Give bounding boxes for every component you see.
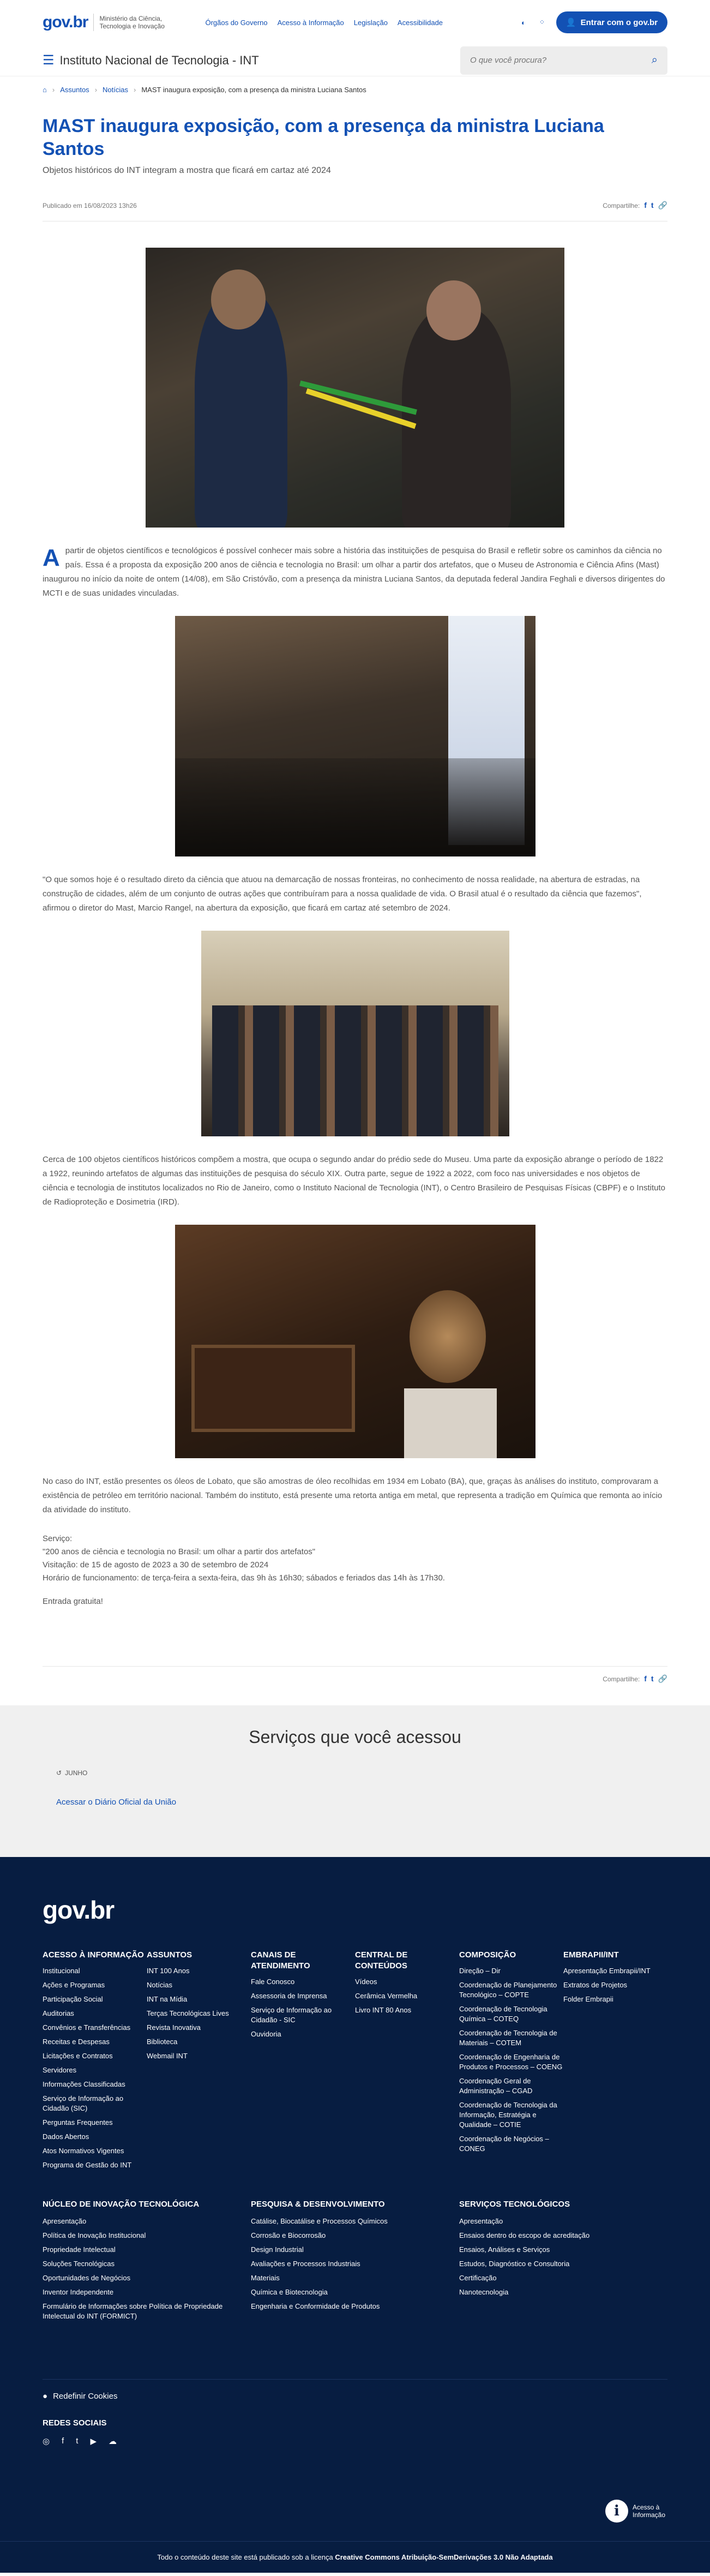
- footer-column: [563, 1950, 667, 2174]
- link-legislacao[interactable]: Legislação: [353, 18, 388, 27]
- footer-column-title: ASSUNTOS: [147, 1950, 192, 1960]
- photo-minister-ribbon: [146, 248, 564, 528]
- footer-link[interactable]: Revista Inovativa: [147, 2023, 201, 2032]
- footer-link[interactable]: Vídeos: [355, 1978, 377, 1986]
- service-line: Visitação: de 15 de agosto de 2023 a 30 de setembro de 2024: [43, 1560, 269, 1569]
- footer-link[interactable]: Webmail INT: [147, 2052, 188, 2060]
- footer-link[interactable]: Assessoria de Imprensa: [251, 1992, 327, 2000]
- pedestal: [404, 1388, 497, 1458]
- footer-link[interactable]: Apresentação: [459, 2217, 503, 2225]
- photo-figure: [402, 308, 511, 528]
- footer-link[interactable]: Programa de Gestão do INT: [43, 2161, 132, 2169]
- footer-link[interactable]: Estudos, Diagnóstico e Consultoria: [459, 2260, 570, 2268]
- chevron-right-icon: ›: [52, 85, 55, 94]
- apps-icon[interactable]: ⁘: [539, 18, 545, 26]
- service-line: Serviço:: [43, 1534, 73, 1543]
- paragraph-1-text: partir de objetos científicos e tecnológicos é possível conhecer mais sobre a história das instituições de pesquisa do Brasil e refletir sobre os caminhos da ciência no país. Essa é a proposta da exposição 200 anos de ciência e tecnologia no Brasil: um olhar a partir dos artefatos, que o Museu de Astronomia e Ciência Afins (Mast) inaugurou no início da noite de ontem (14/08), em São Cristóvão, com a presença da ministra Luciana Santos, da deputada federal Jandira Feghali e diversos dirigentes do MCTI e de suas unidades vinculadas.: [43, 546, 665, 598]
- footer-link[interactable]: Coordenação de Tecnologia de Materiais – COTEM: [459, 2029, 557, 2047]
- site-bar: [0, 45, 710, 76]
- footer-link[interactable]: Participação Social: [43, 1995, 103, 2003]
- footer-link[interactable]: Ações e Programas: [43, 1981, 105, 1989]
- share-label: Compartilhe:: [603, 201, 640, 209]
- footer-link[interactable]: Coordenação de Planejamento Tecnológico – COPTE: [459, 1981, 557, 1999]
- footer-logo[interactable]: gov.br: [43, 1896, 115, 1924]
- footer-link[interactable]: Receitas e Despesas: [43, 2038, 110, 2046]
- footer-column-title: COMPOSIÇÃO: [459, 1950, 516, 1960]
- footer-link[interactable]: Atos Normativos Vigentes: [43, 2147, 124, 2155]
- breadcrumb: [0, 76, 710, 103]
- footer-link[interactable]: Catálise, Biocatálise e Processos Químicos: [251, 2217, 388, 2225]
- facebook-icon[interactable]: f: [644, 1674, 647, 1683]
- service-date: [56, 1769, 654, 1777]
- footer-link[interactable]: Coordenação de Tecnologia Química – COTEQ: [459, 2005, 547, 2023]
- footer-link[interactable]: Cerâmica Vermelha: [355, 1992, 418, 2000]
- twitter-icon[interactable]: t: [651, 1674, 654, 1683]
- footer-link[interactable]: Materiais: [251, 2274, 280, 2282]
- retort-artifact: [410, 1290, 486, 1383]
- footer-link[interactable]: Terças Tecnológicas Lives: [147, 2009, 229, 2017]
- footer-column-title: CANAIS DE ATENDIMENTO: [251, 1950, 310, 1970]
- footer-link[interactable]: Institucional: [43, 1967, 80, 1975]
- footer-link[interactable]: Corrosão e Biocorrosão: [251, 2231, 326, 2239]
- logo-divider: [93, 14, 94, 31]
- article: [0, 115, 710, 1684]
- footer-link[interactable]: Licitações e Contratos: [43, 2052, 113, 2060]
- service-line: Horário de funcionamento: de terça-feira a sexta-feira, das 9h às 16h30; sábados e feriados das 14h às 17h30.: [43, 1573, 445, 1583]
- footer-link[interactable]: Perguntas Frequentes: [43, 2118, 113, 2126]
- link-acessibilidade[interactable]: Acessibilidade: [397, 18, 443, 27]
- services-title: Serviços que você acessou: [249, 1727, 461, 1747]
- chevron-right-icon: ›: [134, 85, 136, 94]
- breadcrumb-assuntos[interactable]: Assuntos: [60, 85, 89, 94]
- service-info: [43, 1532, 667, 1585]
- footer-link[interactable]: Fale Conosco: [251, 1978, 295, 1986]
- search-icon[interactable]: ⌕: [651, 54, 658, 66]
- photo-artifacts: [175, 1225, 535, 1458]
- social-title: REDES SOCIAIS: [43, 2418, 107, 2428]
- footer-link[interactable]: Oportunidades de Negócios: [43, 2274, 131, 2282]
- facebook-icon[interactable]: f: [644, 201, 647, 209]
- footer-link[interactable]: Dados Abertos: [43, 2132, 89, 2141]
- footer-link[interactable]: Direção – Dir: [459, 1967, 501, 1975]
- footer-link[interactable]: Certificação: [459, 2274, 497, 2282]
- lai-label: Acesso à Informação: [633, 2503, 666, 2519]
- footer-column-title: SERVIÇOS TECNOLÓGICOS: [459, 2200, 570, 2209]
- search-input[interactable]: [470, 56, 652, 65]
- paragraph-4: [43, 1475, 667, 1517]
- photo-group: [201, 931, 509, 1136]
- page-title: MAST inaugura exposição, com a presença da ministra Luciana Santos: [43, 116, 604, 159]
- paragraph-3: [43, 1153, 667, 1209]
- history-icon: ↺: [56, 1769, 62, 1777]
- footer: [0, 1857, 710, 2573]
- footer-link[interactable]: Extratos de Projetos: [563, 1981, 628, 1989]
- footer-link[interactable]: Soluções Tecnológicas: [43, 2260, 115, 2268]
- footer-link[interactable]: Auditorias: [43, 2009, 74, 2017]
- facebook-icon[interactable]: f: [62, 2436, 64, 2446]
- footer-column: [43, 1950, 147, 2174]
- footer-column: [355, 1950, 459, 2174]
- paragraph-1: [43, 544, 667, 601]
- footer-link[interactable]: Coordenação de Tecnologia da Informação, Estratégia e Qualidade – COTIE: [459, 2101, 557, 2129]
- chevron-right-icon: ›: [94, 85, 98, 94]
- service-date-text: JUNHO: [65, 1769, 88, 1777]
- share-bottom: [603, 1674, 667, 1684]
- footer-column-title: PESQUISA & DESENVOLVIMENTO: [251, 2200, 385, 2209]
- footer-link[interactable]: Engenharia e Conformidade de Produtos: [251, 2302, 380, 2310]
- paragraph-3-text: Cerca de 100 objetos científicos históricos compõem a mostra, que ocupa o segundo andar do prédio sede do Museu. Uma parte da exposição abrange o período de 1822 a 1922, reunindo artefatos de algumas das instituições de pesquisa do século XIX. Outra parte, segue de 1922 a 2022, com foco nas universidades e nos objetos de ciência e tecnologia de institutos localizados no Rio de Janeiro, como o Instituto Nacional de Tecnologia (INT), o Centro Brasileiro de Pesquisas Físicas (CBPF) e o Instituto de Radioproteção e Dosimetria (IRD).: [43, 1155, 665, 1207]
- soundcloud-icon[interactable]: ☁: [108, 2437, 117, 2446]
- govbr-logo[interactable]: gov.br: [43, 13, 88, 31]
- footer-columns-2: [43, 2200, 667, 2326]
- license-link[interactable]: Creative Commons Atribuição-SemDerivações 3.0 Não Adaptada: [335, 2553, 553, 2561]
- social-icons: [43, 2436, 667, 2446]
- link-orgaos[interactable]: Órgãos do Governo: [205, 18, 268, 27]
- twitter-icon[interactable]: t: [651, 201, 654, 209]
- site-title[interactable]: Instituto Nacional de Tecnologia - INT: [59, 53, 259, 67]
- footer-column: [251, 1950, 355, 2174]
- cookies-label: Redefinir Cookies: [53, 2392, 118, 2401]
- footer-link[interactable]: INT 100 Anos: [147, 1967, 190, 1975]
- footer-column-title: CENTRAL DE CONTEÚDOS: [355, 1950, 408, 1970]
- footer-column-title: NÚCLEO DE INOVAÇÃO TECNOLÓGICA: [43, 2200, 200, 2209]
- footer-columns: [43, 1950, 667, 2174]
- share-bar: [603, 201, 667, 210]
- footer-column: [251, 2200, 459, 2326]
- footer-link[interactable]: Ensaios dentro do escopo de acreditação: [459, 2231, 590, 2239]
- footer-link[interactable]: Biblioteca: [147, 2038, 178, 2046]
- footer-link[interactable]: Folder Embrapii: [563, 1995, 613, 2003]
- share-bar-bottom: [43, 1666, 667, 1684]
- cookies-link[interactable]: [43, 2379, 667, 2401]
- footer-link[interactable]: Propriedade Intelectual: [43, 2245, 116, 2254]
- publication-bar: [43, 201, 667, 221]
- breadcrumb-noticias[interactable]: Notícias: [103, 85, 128, 94]
- footer-link[interactable]: Política de Inovação Institucional: [43, 2231, 146, 2239]
- menu-icon[interactable]: ☰: [43, 53, 55, 68]
- user-icon: 👤: [565, 18, 576, 27]
- footer-column: [43, 2200, 251, 2326]
- breadcrumb-current: MAST inaugura exposição, com a presença da ministra Luciana Santos: [141, 85, 366, 94]
- ministry-name: Ministério da Ciência, Tecnologia e Inovação: [99, 15, 165, 30]
- license-text: Todo o conteúdo deste site está publicado sob a licença: [157, 2553, 335, 2561]
- photo-figure: [426, 280, 481, 340]
- link-icon[interactable]: 🔗: [658, 1674, 667, 1683]
- footer-link[interactable]: Livro INT 80 Anos: [355, 2006, 412, 2014]
- page-subtitle: Objetos históricos do INT integram a mostra que ficará em cartaz até 2024: [43, 166, 331, 175]
- login-label: Entrar com o gov.br: [580, 17, 658, 27]
- footer-link[interactable]: Serviço de Informação ao Cidadão (SIC): [43, 2094, 124, 2112]
- footer-link[interactable]: INT na Mídia: [147, 1995, 188, 2003]
- link-acesso-informacao[interactable]: Acesso à Informação: [277, 18, 344, 27]
- footer-link[interactable]: Formulário de Informações sobre Política de Propriedade Intelectual do INT (FORMICT): [43, 2302, 223, 2320]
- footer-column: [147, 1950, 251, 2174]
- home-icon[interactable]: ⌂: [43, 85, 47, 94]
- crowd-shadow: [175, 758, 535, 856]
- paragraph-2: [43, 873, 667, 915]
- footer-link[interactable]: Serviço de Informação ao Cidadão - SIC: [251, 2006, 332, 2024]
- info-icon: i: [605, 2500, 628, 2523]
- footer-link[interactable]: Coordenação de Negócios – CONEG: [459, 2135, 549, 2153]
- footer-link[interactable]: Servidores: [43, 2066, 77, 2074]
- services-accessed: [0, 1705, 710, 1857]
- link-icon[interactable]: 🔗: [658, 201, 667, 209]
- footer-column-title: ACESSO À INFORMAÇÃO: [43, 1950, 144, 1960]
- footer-link[interactable]: Coordenação de Engenharia de Produtos e Processos – COENG: [459, 2053, 563, 2071]
- footer-column: [459, 1950, 563, 2174]
- oil-samples-case: [191, 1345, 355, 1432]
- youtube-icon[interactable]: ▶: [90, 2437, 97, 2446]
- footer-link[interactable]: Ensaios, Análises e Serviços: [459, 2245, 550, 2254]
- instagram-icon[interactable]: ◎: [43, 2437, 50, 2446]
- footer-link[interactable]: Apresentação: [43, 2217, 87, 2225]
- lai-logo[interactable]: [605, 2500, 667, 2523]
- footer-link[interactable]: Inventor Independente: [43, 2288, 114, 2296]
- photo-exhibition-crowd: [175, 616, 535, 856]
- cookie-icon: ●: [43, 2392, 48, 2401]
- footer-link[interactable]: Notícias: [147, 1981, 172, 1989]
- twitter-icon[interactable]: t: [76, 2436, 79, 2446]
- published-date: Publicado em 16/08/2023 13h26: [43, 201, 137, 209]
- footer-link[interactable]: Informações Classificadas: [43, 2080, 125, 2088]
- footer-link[interactable]: Nanotecnologia: [459, 2288, 509, 2296]
- footer-column-title: EMBRAPII/INT: [563, 1950, 619, 1960]
- footer-link[interactable]: Ouvidoria: [251, 2030, 281, 2038]
- top-header: [0, 0, 710, 45]
- service-line: "200 anos de ciência e tecnologia no Brasil: um olhar a partir dos artefatos": [43, 1547, 316, 1556]
- footer-link[interactable]: Coordenação Geral de Administração – CGAD: [459, 2077, 533, 2095]
- contrast-icon[interactable]: ◐: [521, 18, 526, 27]
- drop-cap: A: [43, 544, 60, 571]
- footer-link[interactable]: Química e Biotecnologia: [251, 2288, 328, 2296]
- paragraph-4-text: No caso do INT, estão presentes os óleos de Lobato, que são amostras de óleo recolhidas em 1934 em Lobato (BA), que, graças às análises do instituto, comprovaram a existência de petróleo em território nacional. Também do instituto, está presente uma retorta antiga em metal, que representa a tradição em Química que remonta ao início da atividade do instituto.: [43, 1477, 663, 1514]
- photo-figure: [211, 269, 266, 330]
- group-people: [212, 1005, 498, 1136]
- footer-column: [459, 2200, 667, 2326]
- footer-link[interactable]: Avaliações e Processos Industriais: [251, 2260, 360, 2268]
- login-button[interactable]: [556, 11, 667, 33]
- paragraph-2-text: "O que somos hoje é o resultado direto da ciência que atuou na demarcação de nossas fronteiras, no conhecimento de nossa realidade, na abertura de estradas, na construção de cidades, além de um conjunto de outras ações que contribuíram para a nossa qualidade de vida. O Brasil atual é o resultado da ciência que fazemos", afirmou o diretor do Mast, Marcio Rangel, na abertura da exposição, que ficará em cartaz até setembro de 2024.: [43, 875, 642, 913]
- share-label: Compartilhe:: [603, 1675, 640, 1683]
- footer-link[interactable]: Design Industrial: [251, 2245, 304, 2254]
- footer-link[interactable]: Apresentação Embrapii/INT: [563, 1967, 651, 1975]
- service-link[interactable]: Acessar o Diário Oficial da União: [56, 1798, 177, 1807]
- search-box: [460, 46, 667, 75]
- footer-link[interactable]: Convênios e Transferências: [43, 2023, 131, 2032]
- free-entry: Entrada gratuita!: [43, 1597, 103, 1606]
- top-icons: [517, 16, 549, 29]
- top-links: [205, 19, 443, 27]
- license-bar: [0, 2541, 710, 2573]
